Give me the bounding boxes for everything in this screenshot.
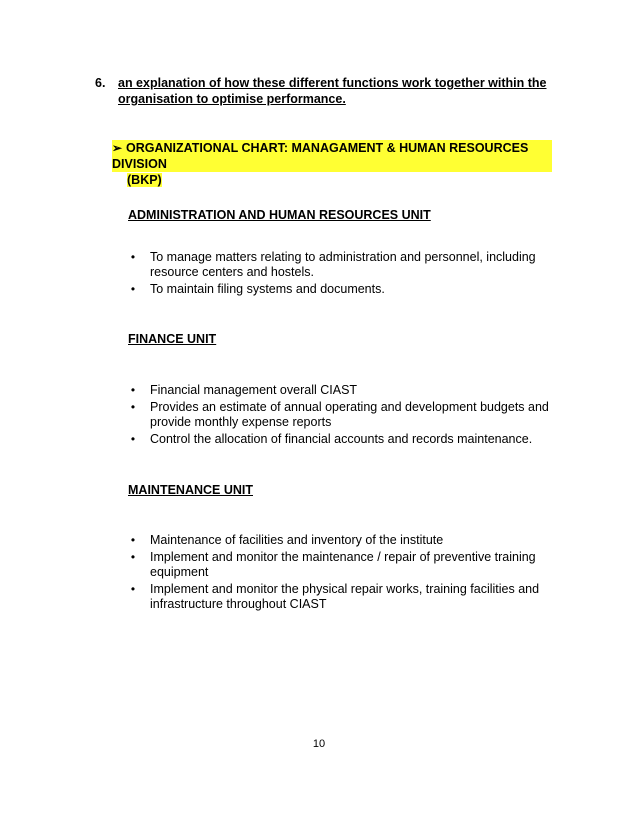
org-chart-heading — [112, 140, 552, 188]
heading-line-1 — [112, 140, 552, 172]
list-item: • Implement and monitor the maintenance / repair of preventive training equipment — [128, 550, 568, 580]
bullet-icon: • — [130, 250, 136, 264]
maintenance-list — [128, 533, 568, 614]
list-item: • Provides an estimate of annual operating and development budgets and provide monthly expense reports — [128, 400, 568, 430]
section-title-finance: FINANCE UNIT — [128, 332, 217, 346]
admin-hr-list — [128, 250, 568, 299]
bullet-icon: • — [130, 582, 136, 596]
finance-list — [128, 383, 568, 449]
list-item: • To manage matters relating to administration and personnel, including resource centers and hostels. — [128, 250, 568, 280]
page-number: 10 — [312, 738, 326, 750]
list-item: • Control the allocation of financial accounts and records maintenance. — [128, 432, 568, 447]
heading-title: ORGANIZATIONAL CHART: MANAGAMENT & HUMAN RESOURCES DIVISION — [112, 141, 529, 171]
heading-line-2 — [112, 172, 552, 188]
bullet-icon: • — [130, 432, 136, 446]
bullet-icon: • — [130, 383, 136, 397]
bullet-icon: • — [130, 282, 136, 296]
arrow-bullet-icon: ➢ — [112, 141, 123, 155]
list-item: • To maintain filing systems and documents. — [128, 282, 568, 297]
heading-subtitle: (BKP) — [127, 173, 162, 187]
question-number: 6. — [95, 76, 106, 90]
question-text: an explanation of how these different functions work together within the organisation to optimise performance. — [118, 76, 547, 106]
section-title-admin-hr: ADMINISTRATION AND HUMAN RESOURCES UNIT — [128, 208, 431, 222]
bullet-icon: • — [130, 550, 136, 564]
list-item: • Maintenance of facilities and inventory of the institute — [128, 533, 568, 548]
section-title-maintenance: MAINTENANCE UNIT — [128, 483, 253, 497]
list-item: • Implement and monitor the physical repair works, training facilities and infrastructure throughout CIAST — [128, 582, 568, 612]
list-item: • Financial management overall CIAST — [128, 383, 568, 398]
bullet-icon: • — [130, 400, 136, 414]
bullet-icon: • — [130, 533, 136, 547]
